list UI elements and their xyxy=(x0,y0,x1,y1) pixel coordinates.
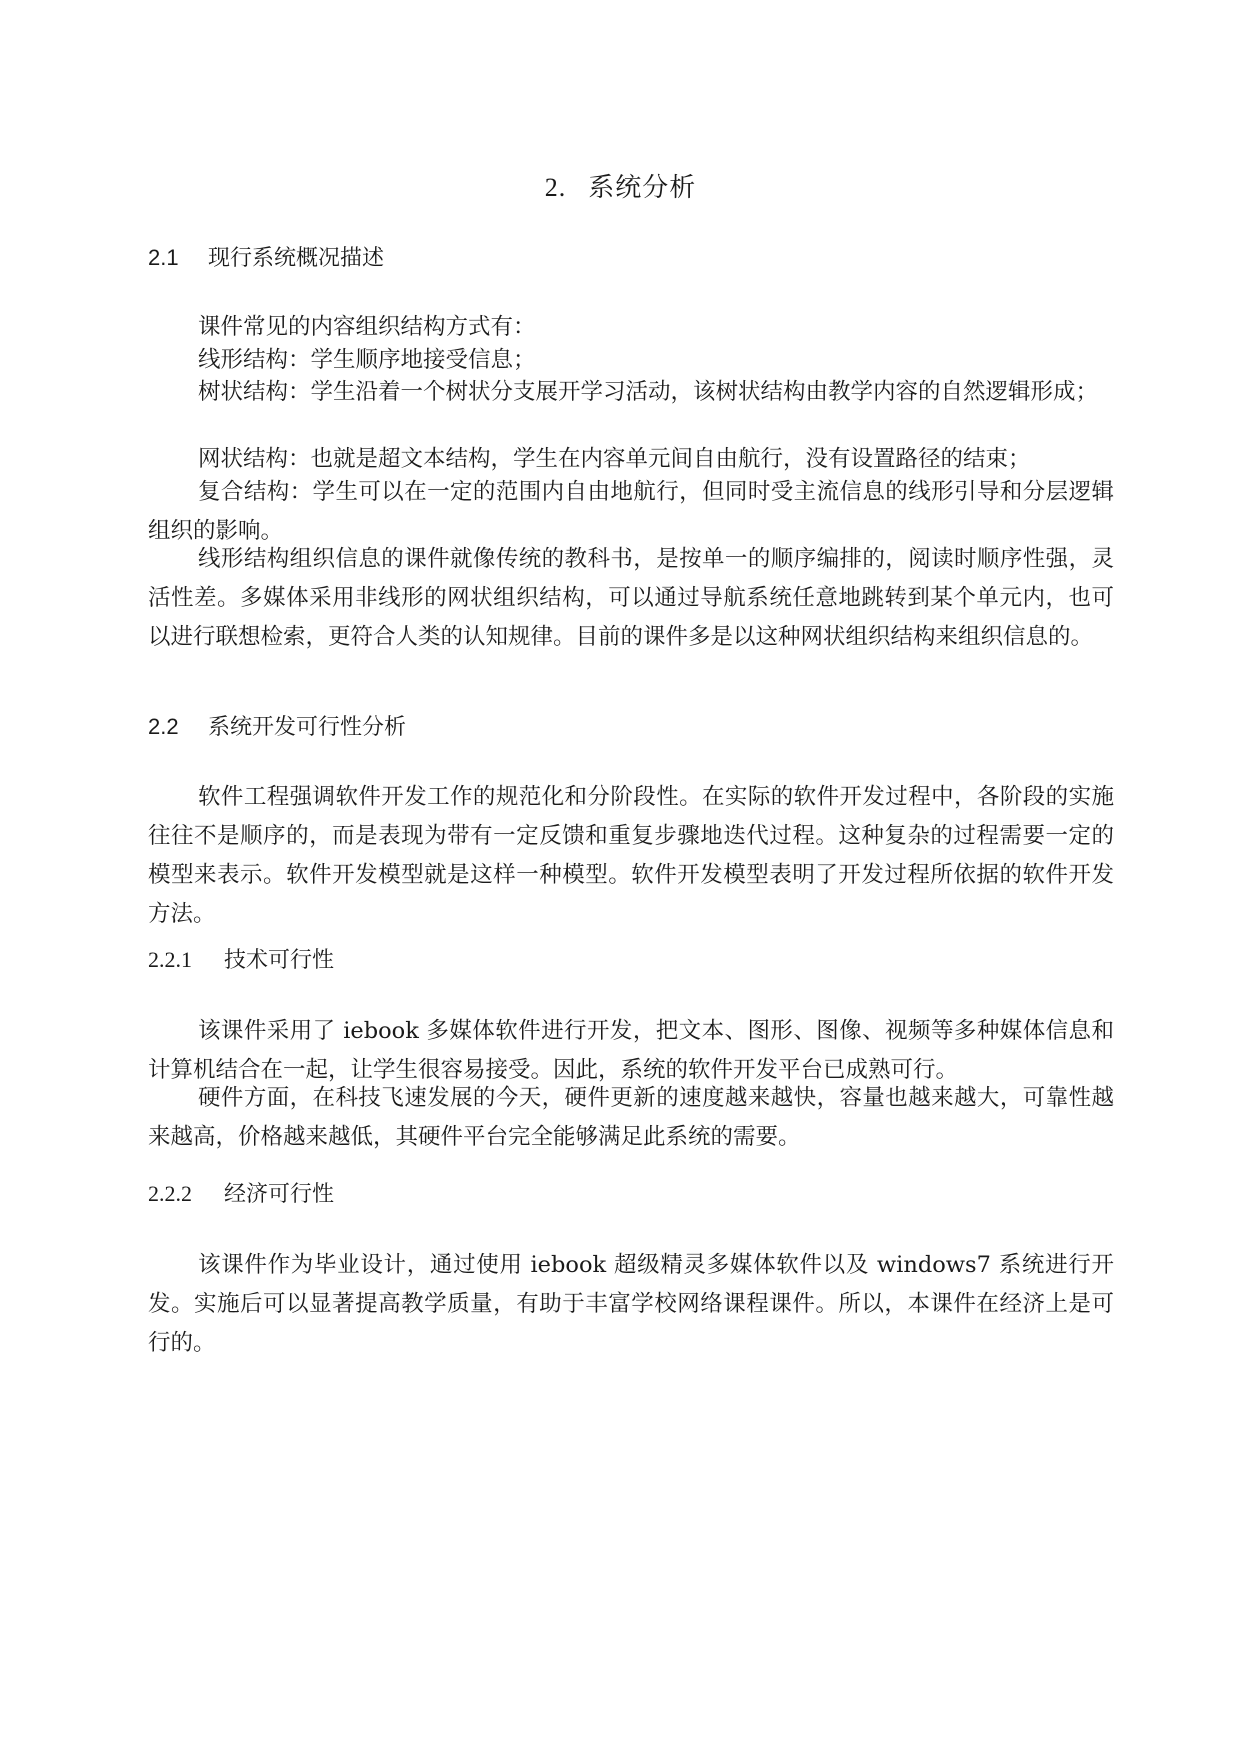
section-number: 2.1 xyxy=(148,245,179,270)
paragraph: 树状结构：学生沿着一个树状分支展开学习活动，该树状结构由教学内容的自然逻辑形成； xyxy=(198,379,1099,405)
paragraph: 线形结构：学生顺序地接受信息； xyxy=(198,347,536,373)
chapter-number: 2. xyxy=(544,173,567,202)
section-heading-2-2 xyxy=(148,711,406,744)
section-title: 技术可行性 xyxy=(224,948,335,973)
paragraph: 该课件采用了 iebook 多媒体软件进行开发，把文本、图形、图像、视频等多种媒体信息和计算机结合在一起，让学生很容易接受。因此，系统的软件开发平台已成熟可行。 xyxy=(148,1018,1114,1083)
section-heading-2-1 xyxy=(148,242,384,275)
paragraph: 复合结构：学生可以在一定的范围内自由地航行，但同时受主流信息的线形引导和分层逻辑组织的影响。 xyxy=(148,479,1114,544)
paragraph: 线形结构组织信息的课件就像传统的教科书，是按单一的顺序编排的，阅读时顺序性强，灵活性差。多媒体采用非线形的网状组织结构，可以通过导航系统任意地跳转到某个单元内，也可以进行联想检索，更符合人类的认知规律。目前的课件多是以这种网状组织结构来组织信息的。 xyxy=(148,546,1114,650)
paragraph: 硬件方面，在科技飞速发展的今天，硬件更新的速度越来越快，容量也越来越大，可靠性越来越高，价格越来越低，其硬件平台完全能够满足此系统的需要。 xyxy=(148,1085,1114,1150)
paragraph: 该课件作为毕业设计，通过使用 iebook 超级精灵多媒体软件以及 windows7 系统进行开发。实施后可以显著提高教学质量，有助于丰富学校网络课程课件。所以，本课件在经济上是可行的。 xyxy=(148,1252,1114,1356)
section-number: 2.2.1 xyxy=(148,947,192,972)
section-heading-2-2-2 xyxy=(148,1178,334,1211)
section-number: 2.2 xyxy=(148,714,179,739)
chapter-title xyxy=(0,168,1241,208)
section-title: 现行系统概况描述 xyxy=(208,246,385,271)
section-title: 经济可行性 xyxy=(224,1182,335,1207)
paragraph: 网状结构：也就是超文本结构，学生在内容单元间自由航行，没有设置路径的结束； xyxy=(198,446,1031,472)
chapter-title-text: 系统分析 xyxy=(588,173,697,203)
section-title: 系统开发可行性分析 xyxy=(208,715,407,740)
section-heading-2-2-1 xyxy=(148,944,334,977)
section-number: 2.2.2 xyxy=(148,1181,192,1206)
paragraph: 软件工程强调软件开发工作的规范化和分阶段性。在实际的软件开发过程中，各阶段的实施往往不是顺序的，而是表现为带有一定反馈和重复步骤地迭代过程。这种复杂的过程需要一定的模型来表示。软件开发模型就是这样一种模型。软件开发模型表明了开发过程所依据的软件开发方法。 xyxy=(148,784,1114,927)
paragraph: 课件常见的内容组织结构方式有： xyxy=(198,314,536,340)
